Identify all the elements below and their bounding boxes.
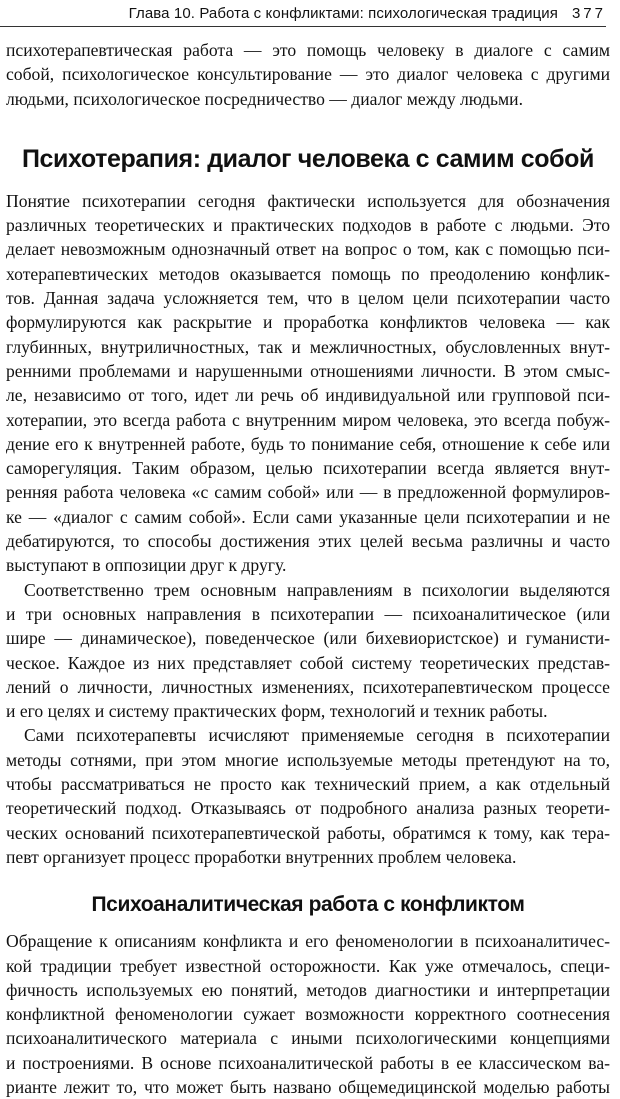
text-line: людьми, психологическое посредничество — диалог между людьми. <box>6 88 523 109</box>
text-line: саморегуляция. Таким образом, целью психотерапии всегда является внут- <box>6 458 610 479</box>
text-line: дебатируются, то способы достижения этих целей весьма различны и часто <box>6 531 610 552</box>
section1-paragraph-2 <box>6 578 610 724</box>
text-line: различных теоретических и практических подходов в работе с людьми. Это <box>6 215 610 236</box>
text-line: хотерапии, это всегда работа с внутренним миром человека, это всегда побуж- <box>6 409 610 430</box>
text-line: хотерапевтических методов оказывается помощь по преодолению конфлик- <box>6 263 610 284</box>
text-line: выступают в оппозиции друг к другу. <box>6 555 287 576</box>
text-line: и построениями. В основе психоаналитической работы в ее классическом ва- <box>6 1052 610 1073</box>
intro-paragraph <box>6 38 610 111</box>
text-line: формулируются как раскрытие и проработка конфликтов человека — как <box>6 312 610 333</box>
section-heading-psychoanalytic: Психоаналитическая работа с конфликтом <box>91 893 525 917</box>
text-line: и три основных направления в психотерапии — психоаналитическое (или <box>6 603 610 624</box>
text-line: шире — динамическое), поведенческое (или бихевиористское) и гуманисти- <box>6 628 610 649</box>
page-content <box>6 38 610 1099</box>
text-line: кой традиции требует известной осторожности. Как уже отмечалось, специ- <box>6 955 610 976</box>
page-number: 377 <box>571 4 606 22</box>
text-line: глубинных, внутриличностных, так и межличностных, обусловленных внут- <box>6 336 610 357</box>
text-line: делает невозможным однозначный ответ на вопрос о том, как с помощью пси- <box>6 239 610 260</box>
text-line: ренними проблемами и нарушенными отношениями личности. В этом смыс- <box>6 360 610 381</box>
text-line: лений о личности, личностных изменениях, психотерапевтическом процессе <box>6 676 610 697</box>
text-line: Соответственно трем основным направлениям в психологии выделяются <box>24 579 610 600</box>
text-line: фичность используемых ею понятий, методов диагностики и интерпретации <box>6 979 610 1000</box>
text-line: дение его к внутренней работе, будь то понимание себя, отношение к себе или <box>6 433 610 454</box>
text-line: рианте лежит то, что может быть названо общемедицинской моделью работы <box>6 1076 610 1097</box>
text-line: собой, психологическое консультирование — это диалог человека с другими <box>6 64 610 85</box>
section1-paragraph-1 <box>6 189 610 578</box>
section2-paragraph-1 <box>6 929 610 1099</box>
text-line: Сами психотерапевты исчисляют применяемые сегодня в психотерапии <box>24 725 610 746</box>
text-line: ле, независимо от того, идет ли речь об индивидуальной или групповой пси- <box>6 385 610 406</box>
text-line: и его целях и систему практических форм, технологий и техник работы. <box>6 701 548 722</box>
text-line: ческое. Каждое из них представляет собой систему теоретических представ- <box>6 652 610 673</box>
running-head <box>0 0 606 27</box>
text-line: чтобы рассматриваться не просто как технический прием, а как отдельный <box>6 774 610 795</box>
text-line: ке — «диалог с самим собой». Если сами указанные цели психотерапии и не <box>6 506 610 527</box>
text-line: ренняя работа человека «с самим собой» или — в предложенной формулиров- <box>6 482 610 503</box>
chapter-title: Глава 10. Работа с конфликтами: психологическая традиция <box>128 4 558 22</box>
text-line: теоретический подход. Отказываясь от подробного анализа разных теорети- <box>6 798 610 819</box>
text-line: методы сотнями, при этом многие используемые методы претендуют на то, <box>6 749 610 770</box>
text-line: конфликтной феноменологии сужает возможности корректного соотнесения <box>6 1004 610 1025</box>
text-line: Обращение к описаниям конфликта и его феноменологии в психоаналитичес- <box>6 931 610 952</box>
text-line: психотерапевтическая работа — это помощь человеку в диалоге с самим <box>6 40 610 60</box>
section1-paragraph-3 <box>6 723 610 869</box>
text-line: тов. Данная задача усложняется тем, что в целом цели психотерапии часто <box>6 288 610 309</box>
text-line: психоаналитического материала с иными психологическими концепциями <box>6 1028 610 1049</box>
section-heading-psychotherapy: Психотерапия: диалог человека с самим собой <box>21 144 594 173</box>
text-line: ческих оснований психотерапевтической работы, обратимся к тому, как тера- <box>6 822 610 843</box>
text-line: Понятие психотерапии сегодня фактически используется для обозначения <box>6 190 610 211</box>
text-line: певт организует процесс проработки внутренних проблем человека. <box>6 846 517 867</box>
